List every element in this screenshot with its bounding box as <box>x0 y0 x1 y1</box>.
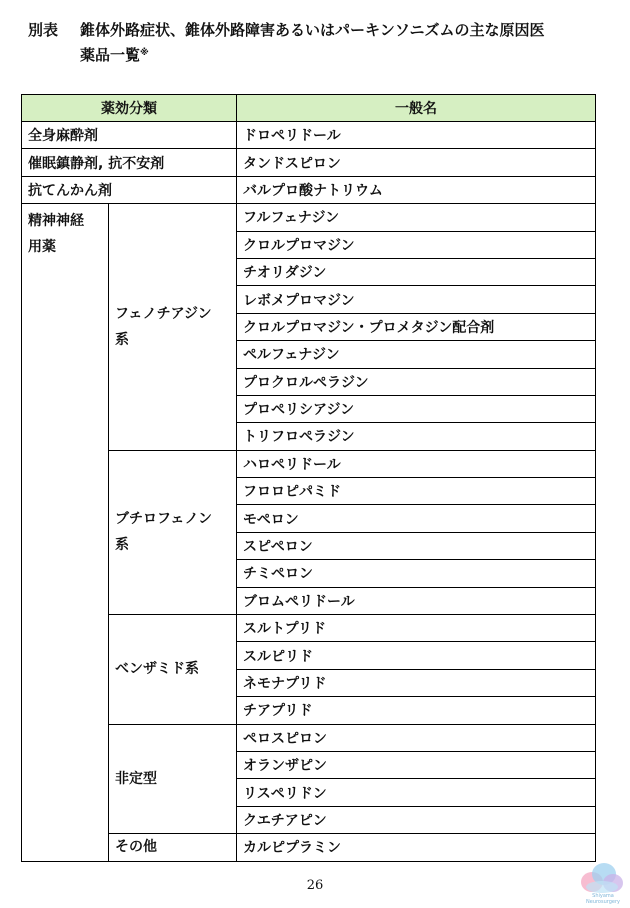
drug-name-cell: フロロピパミド <box>237 478 596 505</box>
drug-name-cell: バルプロ酸ナトリウム <box>237 176 596 203</box>
logo-text-line-1: Shiyama <box>592 893 614 899</box>
title-line-2-text: 薬品一覧 <box>80 46 141 64</box>
header-category: 薬効分類 <box>22 95 237 122</box>
category-cell: 全身麻酔剤 <box>22 122 237 149</box>
title-line-2 <box>80 43 620 68</box>
drug-name-cell: ネモナプリド <box>237 669 596 696</box>
subcategory-cell <box>109 204 237 451</box>
drug-name-cell: カルピプラミン <box>237 834 596 861</box>
title-line-1: 錐体外路症状、錐体外路障害あるいはパーキンソニズムの主な原因医 <box>80 21 545 39</box>
table-row <box>22 450 596 477</box>
subcategory-line-2: 系 <box>115 331 129 348</box>
title-text <box>80 18 620 68</box>
table-row <box>22 204 596 231</box>
psych-category-line-1: 精神神経 <box>28 213 84 230</box>
table-row <box>22 149 596 176</box>
drug-name-cell: トリフロペラジン <box>237 423 596 450</box>
category-cell: 催眠鎮静剤, 抗不安剤 <box>22 149 237 176</box>
subcategory-line-1: その他 <box>115 839 157 856</box>
subcategory-line-1: ブチロフェノン <box>115 511 213 528</box>
drug-name-cell: スルピリド <box>237 642 596 669</box>
subcategory-cell <box>109 450 237 614</box>
table-row <box>22 122 596 149</box>
table-header-row <box>22 95 596 122</box>
page-number: 26 <box>306 878 324 893</box>
drug-name-cell: ドロペリドール <box>237 122 596 149</box>
subcategory-line-1: フェノチアジン <box>115 305 212 322</box>
drug-name-cell: タンドスピロン <box>237 149 596 176</box>
logo-text <box>577 893 629 905</box>
drug-name-cell: ペルフェナジン <box>237 341 596 368</box>
psych-category-line-2: 用薬 <box>28 239 56 256</box>
drug-name-cell: チアプリド <box>237 697 596 724</box>
table-row <box>22 724 596 751</box>
header-drug-name: 一般名 <box>237 95 596 122</box>
drug-table <box>21 94 596 862</box>
drug-name-cell: チミペロン <box>237 560 596 587</box>
table-row <box>22 834 596 861</box>
table-row <box>22 615 596 642</box>
drug-name-cell: プロペリシアジン <box>237 395 596 422</box>
subcategory-cell <box>109 724 237 834</box>
drug-name-cell: クロルプロマジン・プロメタジン配合剤 <box>237 313 596 340</box>
subcategory-line-1: ベンザミド系 <box>115 661 199 678</box>
logo-text-line-2: Neurosurgery <box>586 899 620 905</box>
drug-name-cell: チオリダジン <box>237 258 596 285</box>
title-label: 別表 <box>28 21 59 39</box>
drug-name-cell: スルトプリド <box>237 615 596 642</box>
category-cell: 抗てんかん剤 <box>22 176 237 203</box>
drug-name-cell: プロクロルペラジン <box>237 368 596 395</box>
drug-name-cell: クロルプロマジン <box>237 231 596 258</box>
drug-name-cell: リスペリドン <box>237 779 596 806</box>
table-row <box>22 176 596 203</box>
drug-name-cell: クエチアピン <box>237 806 596 833</box>
drug-name-cell: スピペロン <box>237 532 596 559</box>
subcategory-cell <box>109 834 237 861</box>
drug-name-cell: レボメプロマジン <box>237 286 596 313</box>
psych-category-cell <box>22 204 109 861</box>
table-body <box>22 122 596 862</box>
subcategory-line-1: 非定型 <box>115 770 157 787</box>
subcategory-line-2: 系 <box>115 537 129 554</box>
drug-name-cell: オランザピン <box>237 751 596 778</box>
drug-name-cell: モペロン <box>237 505 596 532</box>
subcategory-cell <box>109 615 237 725</box>
drug-name-cell: ブロムペリドール <box>237 587 596 614</box>
drug-name-cell: ハロペリドール <box>237 450 596 477</box>
drug-name-cell: ペロスピロン <box>237 724 596 751</box>
drug-name-cell: フルフェナジン <box>237 204 596 231</box>
logo-cloud-base <box>586 881 618 893</box>
note-mark: ※ <box>140 48 149 58</box>
